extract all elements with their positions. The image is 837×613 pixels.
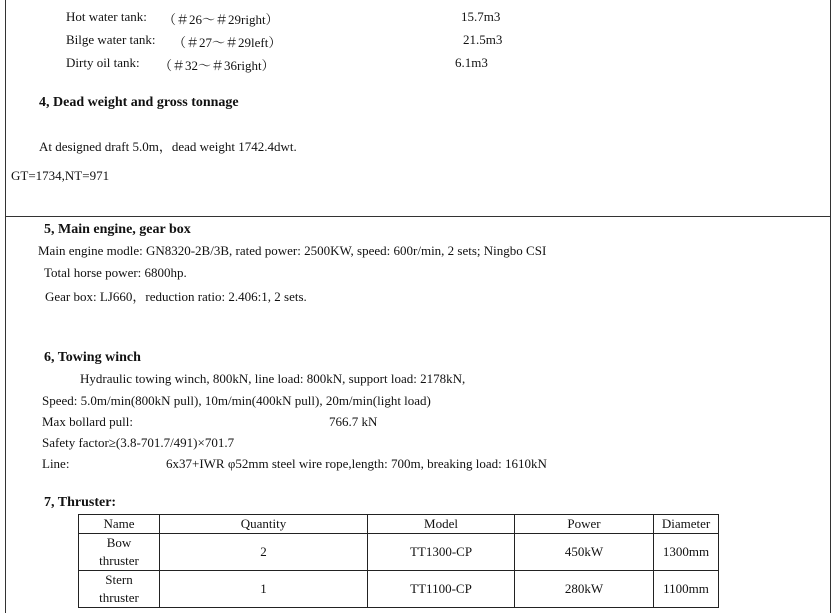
cell-quantity: 2 xyxy=(160,534,368,571)
column-header-diameter: Diameter xyxy=(654,515,719,534)
column-header-power: Power xyxy=(515,515,654,534)
cell-quantity: 1 xyxy=(160,571,368,608)
cell-name-line1: Bow xyxy=(106,535,132,550)
tank-range-bilge-water: （＃27～＃29left） xyxy=(173,35,282,50)
cell-name-line2: thruster xyxy=(99,553,139,568)
section-5-main-engine: Main engine modle: GN8320-2B/3B, rated power: 2500KW, speed: 600r/min, 2 sets; Ningbo CSI xyxy=(38,243,547,258)
column-header-name: Name xyxy=(79,515,160,534)
thruster-table xyxy=(78,514,719,608)
section-5-horse-power: Total horse power: 6800hp. xyxy=(44,265,187,280)
cell-diameter: 1100mm xyxy=(654,571,719,608)
cell-model: TT1300-CP xyxy=(368,534,515,571)
section-4-heading: 4, Dead weight and gross tonnage xyxy=(39,95,239,110)
section-6-safety-factor: Safety factor≥(3.8-701.7/491)×701.7 xyxy=(42,435,235,450)
tank-range-hot-water: （＃26～＃29right） xyxy=(163,12,279,27)
table-row xyxy=(79,571,719,608)
cell-power: 450kW xyxy=(515,534,654,571)
column-header-model: Model xyxy=(368,515,515,534)
section-6-speed: Speed: 5.0m/min(800kN pull), 10m/min(400kN pull), 20m/min(light load) xyxy=(42,393,431,408)
tank-name-bilge-water: Bilge water tank: xyxy=(66,32,156,47)
section-6-line-value: 6x37+IWR φ52mm steel wire rope,length: 700m, breaking load: 1610kN xyxy=(166,456,547,471)
section-6-line-label: Line: xyxy=(42,456,70,471)
cell-diameter: 1300mm xyxy=(654,534,719,571)
table-header-row xyxy=(79,515,719,534)
column-header-quantity: Quantity xyxy=(160,515,368,534)
table-row xyxy=(79,534,719,571)
cell-name-line1: Stern xyxy=(105,572,133,587)
cell-power: 280kW xyxy=(515,571,654,608)
tank-volume-hot-water: 15.7m3 xyxy=(461,9,501,24)
section-5-heading: 5, Main engine, gear box xyxy=(44,222,191,237)
cell-name-line2: thruster xyxy=(99,590,139,605)
cell-model: TT1100-CP xyxy=(368,571,515,608)
tank-volume-dirty-oil: 6.1m3 xyxy=(455,55,488,70)
tank-name-dirty-oil: Dirty oil tank: xyxy=(66,55,140,70)
tank-range-dirty-oil: （＃32～＃36right） xyxy=(159,58,275,73)
cell-name xyxy=(79,534,160,571)
tank-volume-bilge-water: 21.5m3 xyxy=(463,32,503,47)
cell-name xyxy=(79,571,160,608)
section-6-winch: Hydraulic towing winch, 800kN, line load: 800kN, support load: 2178kN, xyxy=(80,371,466,386)
section-6-bollard-value: 766.7 kN xyxy=(329,414,378,429)
section-4-tonnage: GT=1734,NT=971 xyxy=(11,168,110,183)
section-6-bollard-label: Max bollard pull: xyxy=(42,414,133,429)
section-5-gear-box: Gear box: LJ660，reduction ratio: 2.406:1, 2 sets. xyxy=(45,289,307,304)
section-4-deadweight: At designed draft 5.0m，dead weight 1742.4dwt. xyxy=(39,139,297,154)
section-6-heading: 6, Towing winch xyxy=(44,350,141,365)
tank-name-hot-water: Hot water tank: xyxy=(66,9,147,24)
section-7-heading: 7, Thruster: xyxy=(44,495,117,510)
